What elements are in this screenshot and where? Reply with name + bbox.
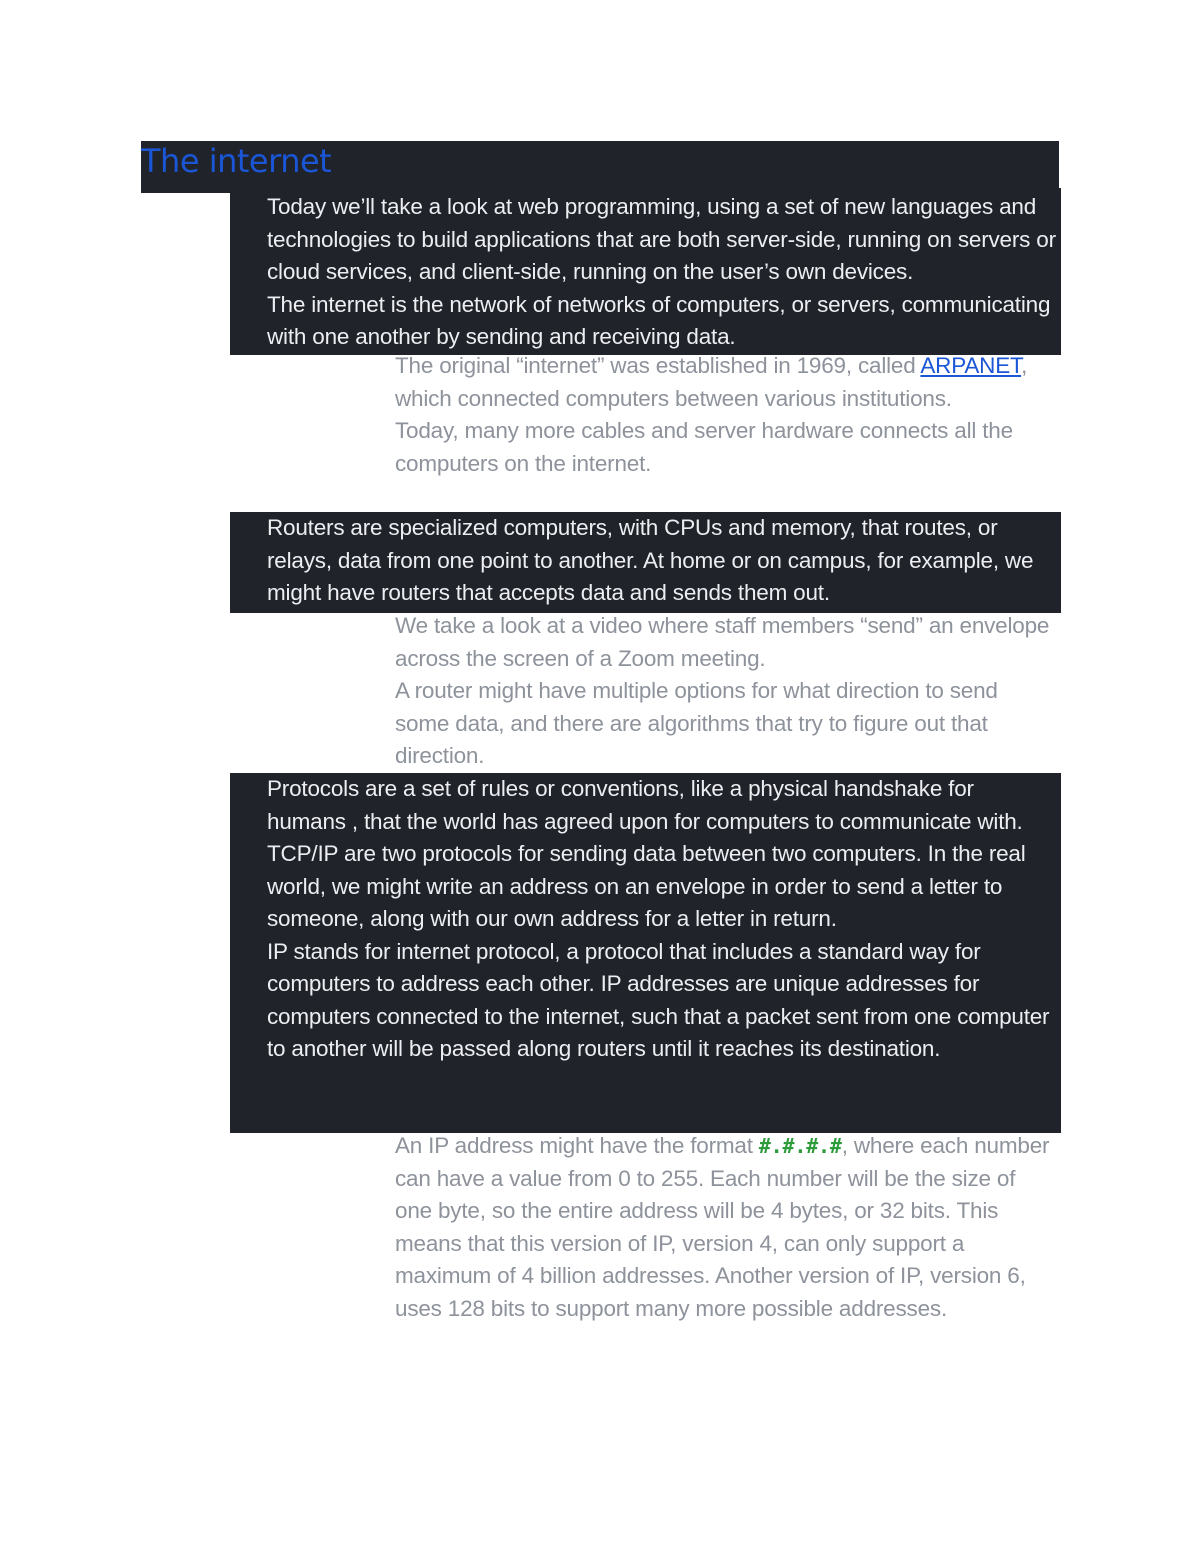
section-protocols: [230, 773, 1061, 1133]
arpanet-text-before: The original “internet” was established in 1969, called: [395, 353, 921, 378]
internet-definition-paragraph: The internet is the network of networks of computers, or servers, communicating with one another by sending and receiving data.: [267, 291, 1051, 349]
ip-format-paragraph: [395, 1130, 1055, 1325]
ip-format-code: #.#.#.#: [758, 1134, 842, 1158]
tcpip-paragraph: TCP/IP are two protocols for sending data between two computers. In the real world, we might write an address on an envelope in order to send a letter to someone, along with our own address for a letter in return.: [267, 841, 1026, 931]
router-algorithms-paragraph: A router might have multiple options for what direction to send some data, and there are algorithms that try to figure out that direction.: [395, 678, 998, 768]
routers-paragraph: Routers are specialized computers, with CPUs and memory, that routes, or relays, data from one point to another. At home or on campus, for example, we might have routers that accepts data and sends them out.: [267, 515, 1034, 605]
ip-paragraph: IP stands for internet protocol, a protocol that includes a standard way for computers to address each other. IP addresses are unique addresses for computers connected to the internet, such that a packet sent from one computer to another will be passed along routers until it reaches its destination.: [267, 938, 1050, 1061]
subsection-ip-format: [395, 1130, 1055, 1325]
video-paragraph: We take a look at a video where staff members “send” an envelope across the screen of a Zoom meeting.: [395, 613, 1050, 671]
arpanet-paragraph: [395, 350, 1055, 415]
protocols-paragraph: Protocols are a set of rules or conventions, like a physical handshake for humans , that the world has agreed upon for computers to communicate with.: [267, 776, 1023, 834]
arpanet-link[interactable]: ARPANET: [920, 353, 1022, 378]
subsection-routers: [395, 610, 1055, 773]
section-routers: [230, 512, 1061, 613]
intro-paragraph: Today we’ll take a look at web programming, using a set of new languages and technologies to build applications that are both server-side, running on servers or cloud services, and client-side, running on the user’s own devices.: [267, 194, 1056, 284]
arpanet-text-after: , which connected computers between various institutions.: [395, 353, 1028, 411]
page-title: The internet: [141, 142, 332, 180]
subsection-history: [395, 350, 1055, 480]
section-intro: [230, 188, 1061, 355]
cables-paragraph: Today, many more cables and server hardware connects all the computers on the internet.: [395, 418, 1013, 476]
ip-format-text-before: An IP address might have the format: [395, 1133, 759, 1158]
ip-format-text-after: , where each number can have a value from 0 to 255. Each number will be the size of one byte, so the entire address will be 4 bytes, or 32 bits. This means that this version of IP, version 4, can only support a maximum of 4 billion addresses. Another version of IP, version 6, uses 128 bits to support many more possible addresses.: [395, 1133, 1050, 1321]
